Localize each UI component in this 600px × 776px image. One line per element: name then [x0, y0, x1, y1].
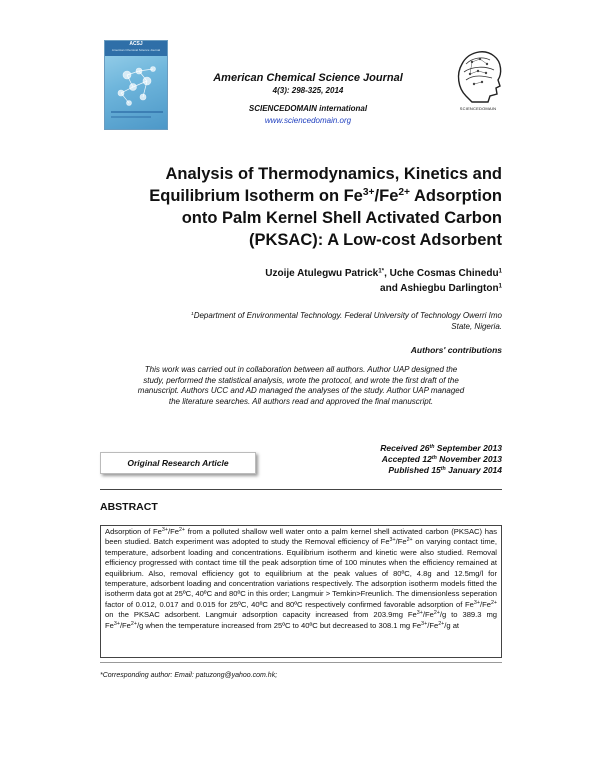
contributions-text: This work was carried out in collaboration between all authors. Author UAP designed the study, performed the statistical analysis, wrote the protocol, and wrote the first draft of the manuscript. Authors UCC and AD managed the analyses of the study. Author UAP managed the literature searches. All authors read and approved the final manuscript. [137, 365, 465, 406]
cover-subtitle: American Chemical Science Journal [111, 48, 161, 52]
section-divider [100, 489, 502, 490]
article-type-badge: Original Research Article [100, 452, 256, 474]
footnote-divider [100, 662, 502, 663]
author-2: , Uche Cosmas Chinedu [384, 268, 499, 279]
molecule-graphic-icon [105, 41, 168, 130]
published-date: Published 15th January 2014 [388, 465, 502, 475]
logo-caption: SCIENCEDOMAIN [459, 106, 497, 111]
journal-name: American Chemical Science Journal [213, 72, 403, 84]
title-line-3: onto Palm Kernel Shell Activated Carbon [181, 209, 502, 227]
accepted-date: Accepted 12th November 2013 [381, 454, 502, 464]
article-title [120, 163, 502, 251]
author-3: and Ashiegbu Darlington [380, 283, 499, 294]
corresponding-author-footnote: *Corresponding author: Email: patuzong@yahoo.com.hk; [100, 672, 278, 679]
author-list: Uzoije Atulegwu Patrick$^{1*}$, Uche Cosmas Chinedu$^1$ and Ashiegbu Darlington$^1$ [265, 267, 502, 294]
abstract-heading: ABSTRACT [100, 501, 158, 513]
sciencedomain-head-logo-icon [452, 44, 504, 106]
title-line-4: (PKSAC): A Low-cost Adsorbent [249, 231, 502, 249]
publication-dates [300, 443, 502, 476]
received-date: Received 26th September 2013 [380, 443, 502, 453]
abstract-text: Adsorption of $Fe^{3+}/Fe^{2+}$ from a polluted shallow well water onto a palm kernel shell activated carbon (PKSAC) has been studied. Batch experiment was adopted to study the Removal efficiency of $Fe^{3+}/Fe^{2+}$ on varying contact time, temperature, adsorbent loading and concentrations. Equilibrium isotherm and kinetic were also studied. Removal efficiency progressed with contact time till the peak adsorption time of 100 minutes when the efficiency remained at equilibrium. Also, removal efficiency got to equilibrium at the peak values of 80ºC, 4.8g and 12.5mg/l for temperature, adsorbent loading and concentration variations respectively. The adsorption isotherm models fitted the isotherm data got at 25ºC, 40ºC and 80ºC in this order; Langmuir > Temkin>Freunlich. The dimensionless seperation factor of 0.012, 0.017 and 0.015 for 25ºC, 40ºC and 80ºC respectively confirmed favorable adsorption of $Fe^{3+}/Fe^{2+}$ on the PKSAC adsorbent. Langmuir adsorption capacity increased from 203.9mg $Fe^{3+}/Fe^{2+}/g$ to 389.3 mg $Fe^{3+}/Fe^{2+}/g$ when the temperature increased from 25ºC to 40ºC but decreased to 308.1 mg $Fe^{3+}/Fe^{2+}/g$ at [105, 526, 498, 630]
journal-cover-thumbnail [104, 40, 168, 130]
affiliation: $^1$Department of Environmental Technology. Federal University of Technology Owerri Imo State, Nigeria. [190, 311, 502, 331]
author-1: Uzoije Atulegwu Patrick [265, 268, 379, 279]
title-line-1: Analysis of Thermodynamics, Kinetics and [165, 165, 502, 183]
publisher-website-link[interactable]: www.sciencedomain.org [264, 116, 352, 125]
title-line-2: Equilibrium Isotherm on $Fe^{3+}/Fe^{2+}$ Adsorption [149, 186, 502, 205]
cover-title: ACSJ [129, 41, 143, 47]
contributions-heading: Authors' contributions [410, 345, 502, 355]
journal-volume: 4(3): 298-325, 2014 [272, 86, 344, 95]
publisher-name: SCIENCEDOMAIN international [248, 104, 368, 113]
abstract-box [100, 525, 502, 658]
